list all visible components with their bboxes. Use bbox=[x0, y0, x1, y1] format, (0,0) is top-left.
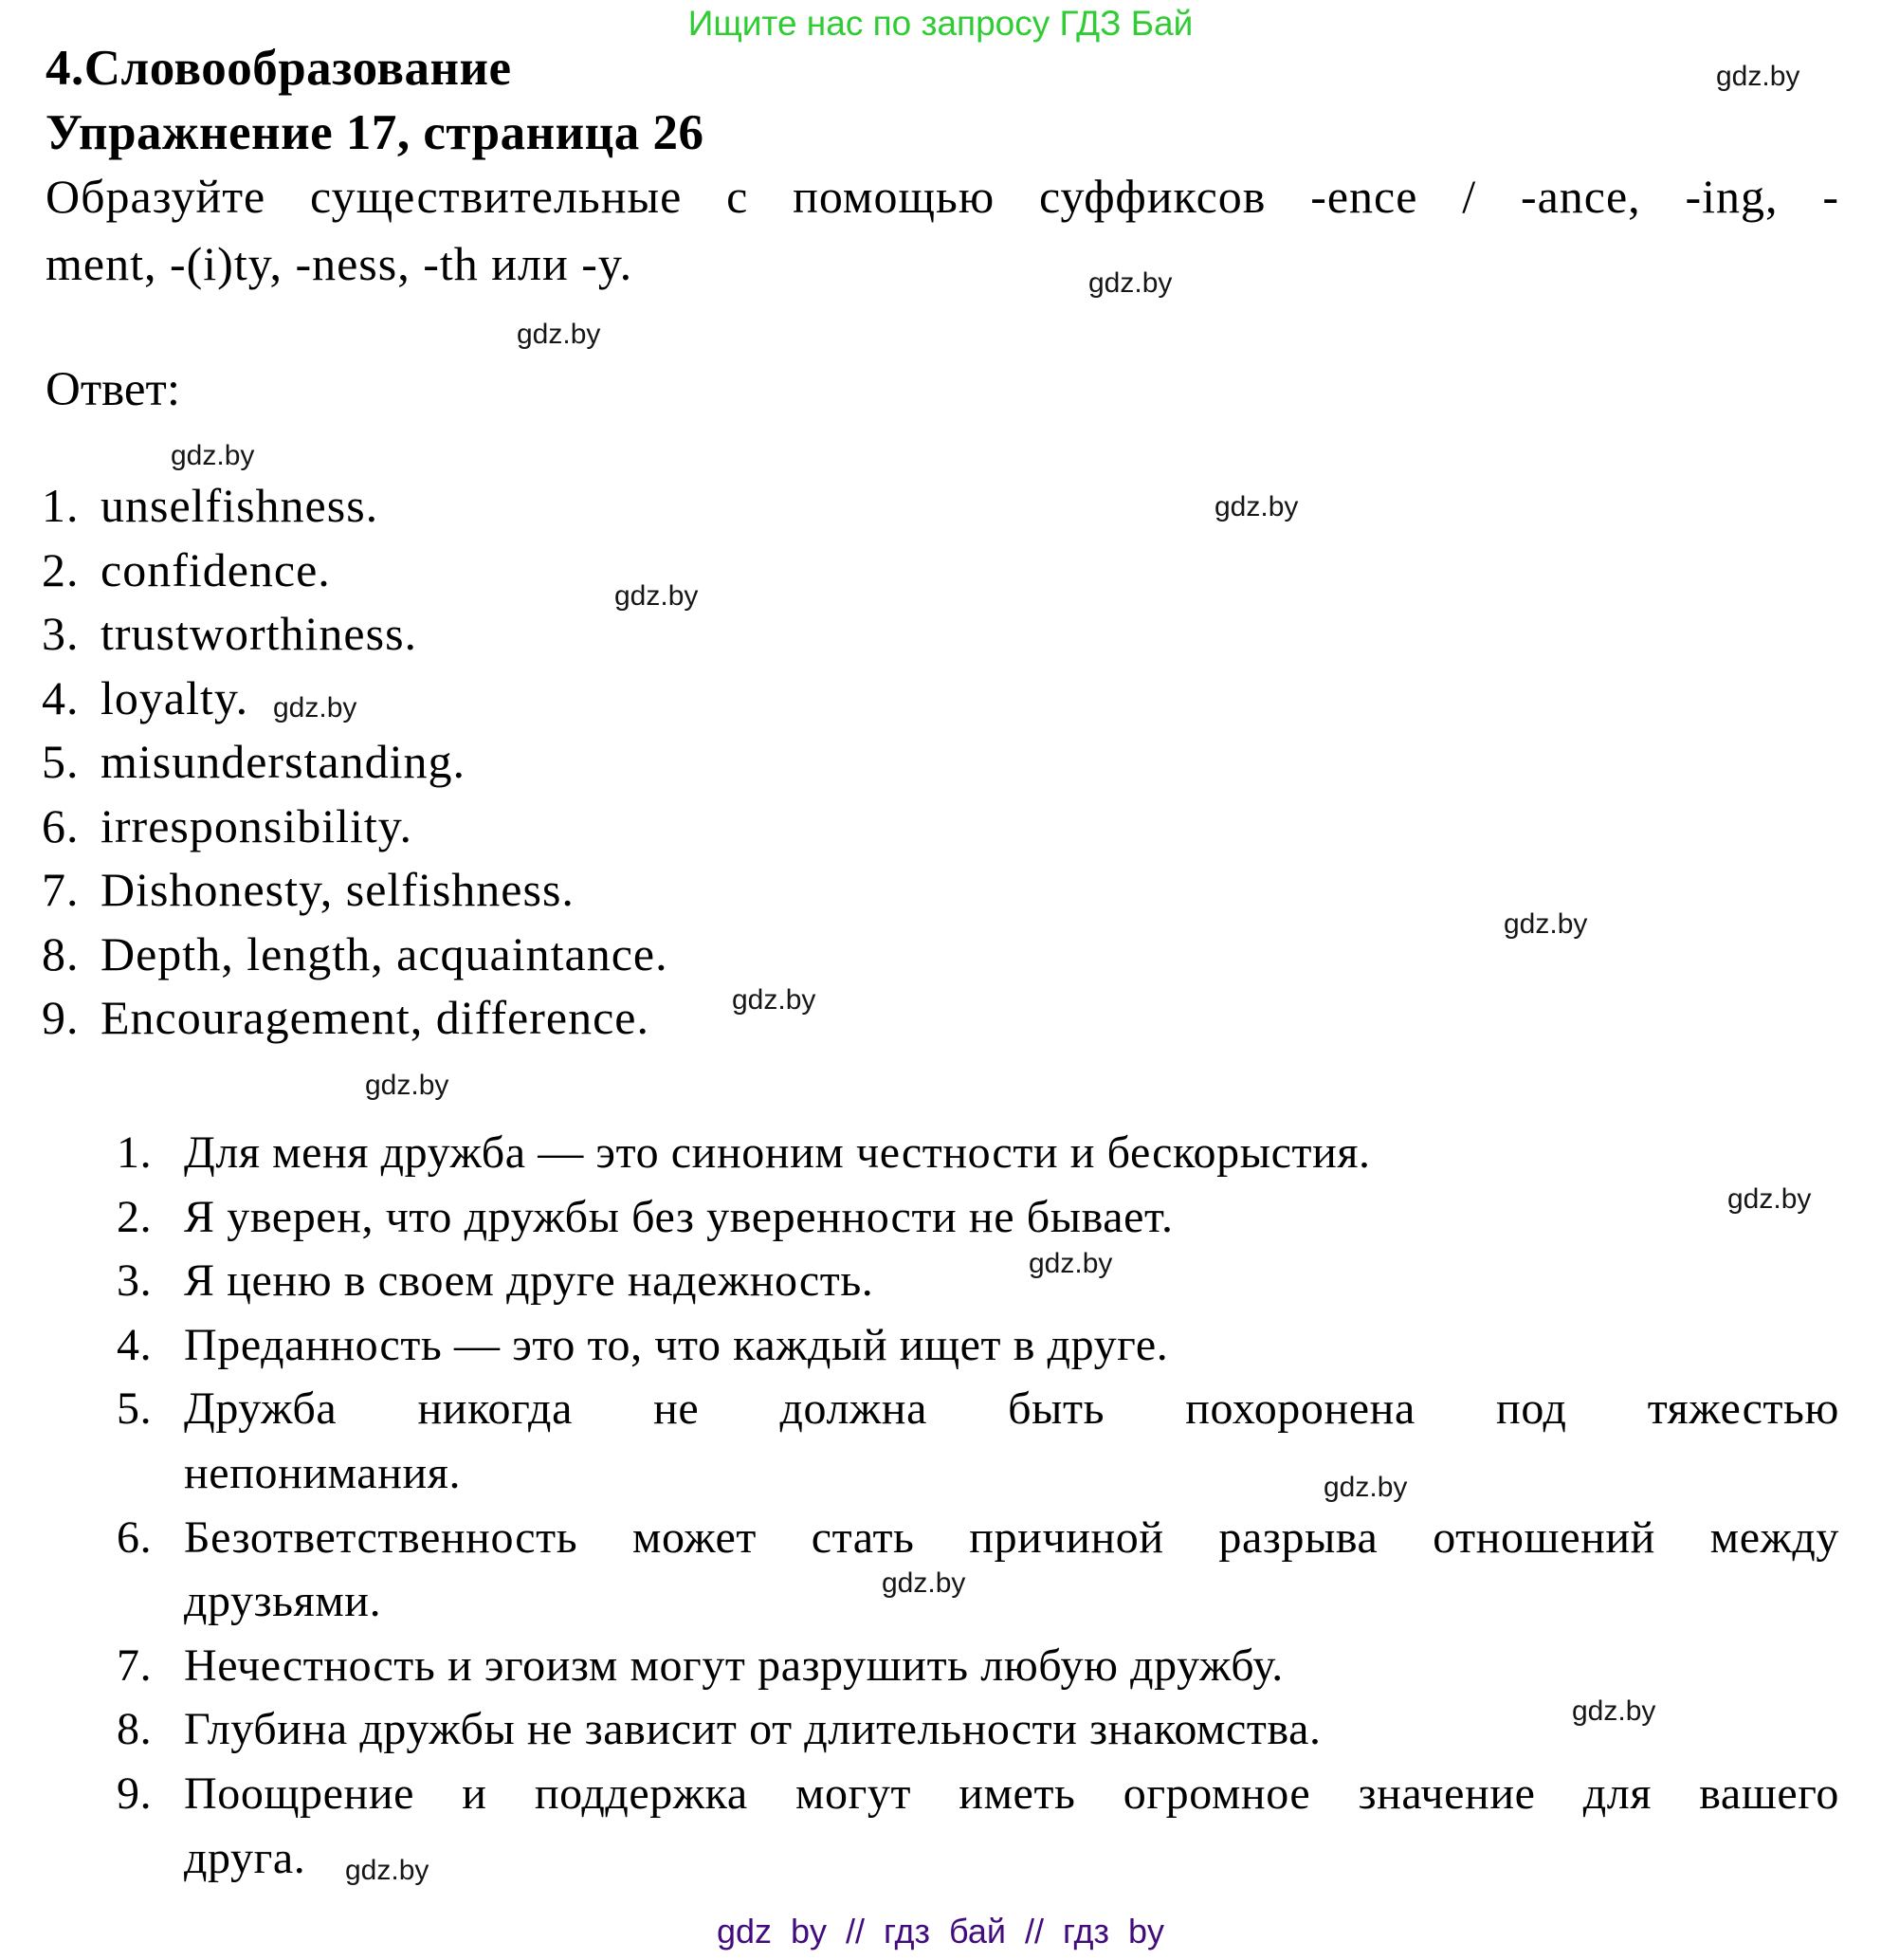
translation-item bbox=[109, 1377, 1839, 1505]
gdz-watermark: gdz.by bbox=[1716, 61, 1800, 92]
answers-list bbox=[38, 474, 668, 1051]
answer-number: 7. bbox=[42, 863, 80, 916]
answer-item bbox=[38, 730, 668, 795]
translation-number: 3. bbox=[117, 1255, 153, 1307]
footer-watermark: gdz by // гдз бай // гдз by bbox=[716, 1912, 1165, 1951]
answer-number: 3. bbox=[42, 607, 80, 660]
translation-number: 7. bbox=[117, 1639, 153, 1691]
gdz-watermark: gdz.by bbox=[171, 440, 255, 471]
translation-number: 8. bbox=[117, 1704, 153, 1755]
answer-text: unselfishness. bbox=[100, 479, 379, 532]
answer-item bbox=[38, 602, 668, 667]
translation-number: 6. bbox=[117, 1511, 153, 1563]
translation-text: Поощрение и поддержка могут иметь огромное значение для вашего друга. bbox=[184, 1768, 1839, 1883]
gdz-watermark: gdz.by bbox=[1088, 267, 1173, 299]
translation-item bbox=[109, 1634, 1839, 1698]
answer-number: 8. bbox=[42, 926, 80, 980]
gdz-watermark: gdz.by bbox=[1324, 1472, 1408, 1503]
translation-text: Нечестность и эгоизм могут разрушить любую дружбу. bbox=[184, 1639, 1284, 1691]
gdz-watermark: gdz.by bbox=[1214, 491, 1299, 522]
translation-text: Я ценю в своем друге надежность. bbox=[184, 1255, 874, 1307]
answer-number: 6. bbox=[42, 798, 80, 852]
translation-item bbox=[109, 1185, 1839, 1250]
answer-text: Encouragement, difference. bbox=[100, 991, 649, 1044]
answer-text: confidence. bbox=[100, 542, 331, 596]
gdz-watermark: gdz.by bbox=[614, 580, 699, 612]
exercise-subtitle: Упражнение 17, страница 26 bbox=[46, 105, 704, 160]
answer-item bbox=[38, 858, 668, 923]
translation-number: 9. bbox=[117, 1768, 153, 1819]
gdz-watermark: gdz.by bbox=[273, 692, 357, 724]
answer-text: trustworthiness. bbox=[100, 607, 418, 660]
translation-text: Я уверен, что дружбы без уверенности не бывает. bbox=[184, 1191, 1174, 1242]
translation-item bbox=[109, 1249, 1839, 1313]
section-title: 4.Словообразование bbox=[46, 41, 512, 96]
translation-text: Для меня дружба — это синоним честности и бескорыстия. bbox=[184, 1127, 1371, 1178]
promo-banner: Ищите нас по запросу ГДЗ Бай bbox=[687, 4, 1194, 43]
translation-number: 5. bbox=[117, 1383, 153, 1435]
translation-text: Безответственность может стать причиной разрыва отношений между друзьями. bbox=[184, 1511, 1839, 1627]
translation-item bbox=[109, 1506, 1839, 1634]
translations-list bbox=[109, 1121, 1839, 1890]
translation-number: 4. bbox=[117, 1319, 153, 1370]
answer-number: 9. bbox=[42, 991, 80, 1044]
answer-text: loyalty. bbox=[100, 670, 249, 724]
answer-text: Dishonesty, selfishness. bbox=[100, 863, 575, 916]
translation-text: Преданность — это то, что каждый ищет в друге. bbox=[184, 1319, 1169, 1370]
gdz-watermark: gdz.by bbox=[882, 1567, 966, 1599]
translation-item bbox=[109, 1697, 1839, 1762]
gdz-watermark: gdz.by bbox=[1572, 1695, 1656, 1727]
gdz-watermark: gdz.by bbox=[1727, 1183, 1812, 1215]
answer-text: Depth, length, acquaintance. bbox=[100, 926, 668, 980]
gdz-watermark: gdz.by bbox=[517, 319, 601, 350]
answer-number: 1. bbox=[42, 479, 80, 532]
answer-number: 4. bbox=[42, 670, 80, 724]
answer-text: misunderstanding. bbox=[100, 735, 466, 788]
task-text: Образуйте существительные с помощью суффиксов -ence / -ance, -ing, - ment, -(i)ty, -ness, -th или -y. bbox=[46, 170, 1839, 290]
answer-item bbox=[38, 923, 668, 987]
gdz-watermark: gdz.by bbox=[1029, 1248, 1113, 1279]
answer-item bbox=[38, 474, 668, 539]
answer-item bbox=[38, 795, 668, 859]
gdz-watermark: gdz.by bbox=[345, 1855, 429, 1886]
translation-number: 2. bbox=[117, 1191, 153, 1242]
gdz-watermark: gdz.by bbox=[365, 1070, 449, 1101]
answer-item bbox=[38, 667, 668, 731]
gdz-watermark: gdz.by bbox=[732, 984, 816, 1016]
answer-label: Ответ: bbox=[46, 363, 180, 416]
answer-item bbox=[38, 539, 668, 603]
answer-number: 5. bbox=[42, 735, 80, 788]
answer-number: 2. bbox=[42, 542, 80, 596]
answer-text: irresponsibility. bbox=[100, 798, 413, 852]
translation-number: 1. bbox=[117, 1127, 153, 1178]
translation-item bbox=[109, 1762, 1839, 1890]
translation-text: Дружба никогда не должна быть похоронена под тяжестью непонимания. bbox=[184, 1383, 1839, 1498]
gdz-watermark: gdz.by bbox=[1504, 908, 1588, 940]
translation-item bbox=[109, 1121, 1839, 1185]
translation-item bbox=[109, 1313, 1839, 1378]
translation-text: Глубина дружбы не зависит от длительности знакомства. bbox=[184, 1704, 1322, 1755]
answer-item bbox=[38, 986, 668, 1051]
